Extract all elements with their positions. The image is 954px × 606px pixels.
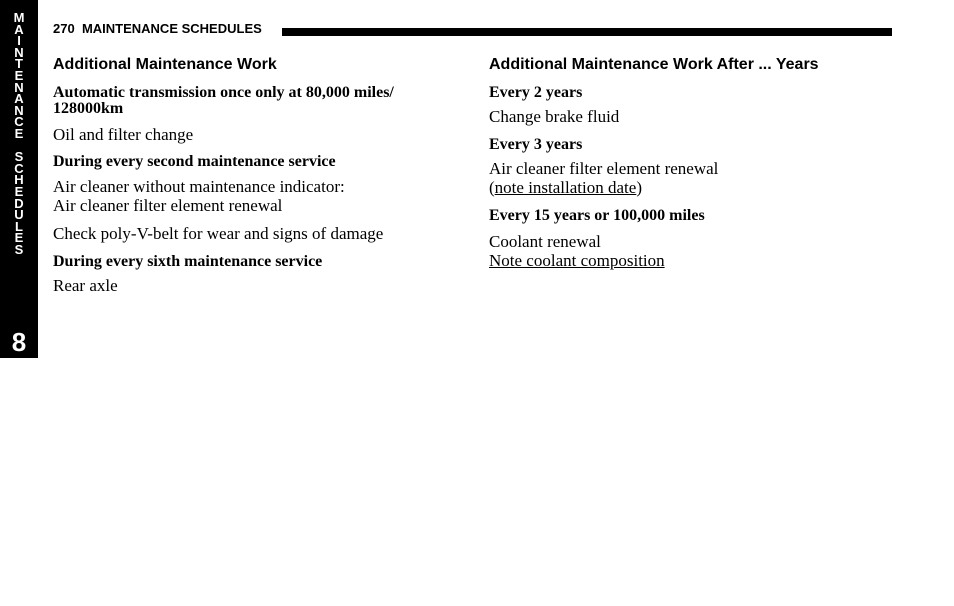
side-tab-letter: A	[14, 21, 24, 37]
chapter-side-label	[0, 12, 38, 255]
air-filter-renewal-item: Air cleaner filter element renewal	[489, 159, 719, 178]
side-tab-letter: H	[14, 172, 24, 188]
side-tab-letter: C	[14, 160, 24, 176]
chapter-number: 8	[11, 327, 27, 357]
left-column	[53, 55, 453, 295]
header-rule	[282, 28, 892, 36]
side-tab-letter: E	[14, 183, 24, 199]
right-section-title: Additional Maintenance Work After ... Years	[489, 56, 819, 73]
page-header	[53, 21, 262, 36]
side-tab-letter: N	[14, 102, 24, 118]
side-tab-letter: N	[14, 79, 24, 95]
side-tab-letter: I	[17, 33, 21, 49]
brake-fluid-item: Change brake fluid	[489, 107, 620, 126]
second-service-line-1: Air cleaner without maintenance indicator:	[53, 177, 345, 196]
sixth-service-heading: During every sixth maintenance service	[53, 253, 323, 270]
side-tab-letter: N	[14, 44, 24, 60]
note-installation-date: note installation date	[494, 178, 637, 197]
automatic-transmission-heading: Automatic transmission once only at 80,000 miles/ 128000km	[53, 84, 394, 117]
second-service-line-2: Air cleaner filter element renewal	[53, 196, 283, 215]
second-service-line-3: Check poly-V-belt for wear and signs of damage	[53, 224, 384, 243]
coolant-composition-note: Note coolant composition	[489, 251, 665, 270]
right-column	[489, 55, 889, 270]
oil-filter-item: Oil and filter change	[53, 125, 194, 144]
side-tab-letter: S	[14, 241, 24, 257]
section-title: MAINTENANCE SCHEDULES	[81, 21, 262, 36]
every-15-years-heading: Every 15 years or 100,000 miles	[489, 207, 705, 224]
every-3-years-heading: Every 3 years	[489, 136, 583, 153]
note-open-paren: (	[489, 178, 495, 197]
left-section-title: Additional Maintenance Work	[53, 56, 277, 73]
second-service-heading: During every second maintenance service	[53, 153, 336, 170]
side-tab-letter: T	[15, 56, 23, 72]
installation-date-note	[489, 178, 889, 197]
every-2-years-heading: Every 2 years	[489, 84, 583, 101]
side-tab-letter: L	[15, 218, 23, 234]
side-tab-letter: S	[14, 149, 24, 165]
coolant-renewal-item: Coolant renewal	[489, 232, 601, 251]
note-close-paren: )	[636, 178, 642, 197]
side-tab-letter: E	[14, 67, 24, 83]
chapter-side-tab	[0, 0, 38, 358]
side-tab-letter: M	[13, 10, 25, 25]
side-tab-letter: D	[14, 195, 24, 211]
side-tab-letter: E	[14, 125, 24, 141]
rear-axle-item: Rear axle	[53, 276, 118, 295]
side-tab-letter: U	[14, 207, 24, 223]
side-tab-letter: C	[14, 114, 24, 130]
side-tab-letter: A	[14, 91, 24, 107]
side-tab-letter: E	[14, 230, 24, 246]
page-number: 270	[53, 21, 75, 36]
